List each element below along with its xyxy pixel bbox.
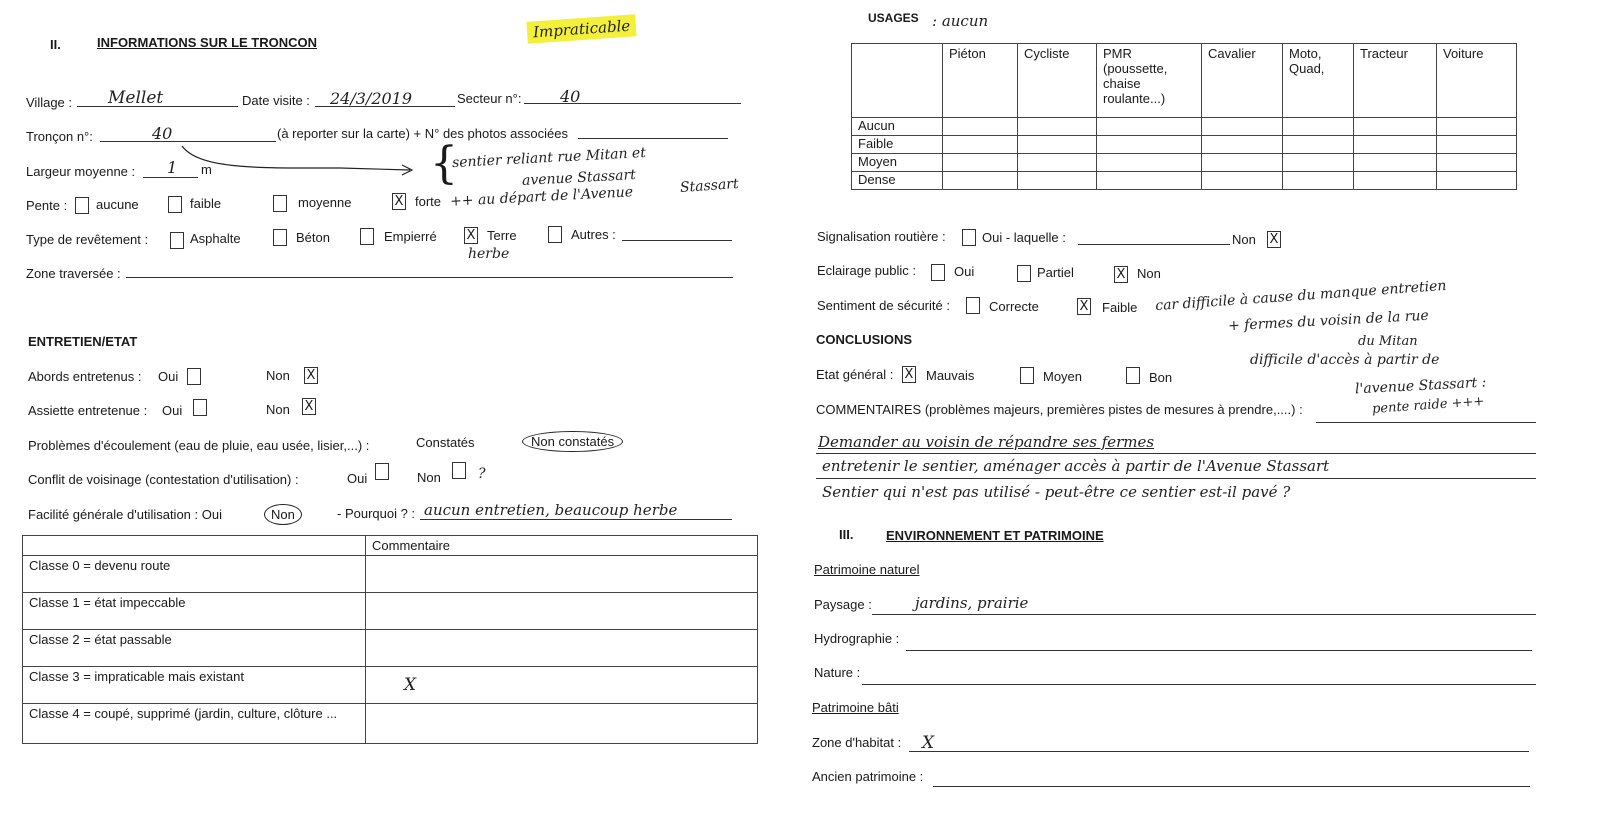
pente-aucune-label: aucune <box>96 197 139 212</box>
conflit-oui-label: Oui <box>347 471 368 486</box>
ecoulement-label: Problèmes d'écoulement (eau de pluie, eau usée, lisier,...) : <box>28 438 370 453</box>
usage-cell[interactable] <box>1018 172 1097 190</box>
ancien-label: Ancien patrimoine : <box>812 769 924 784</box>
class-label: Classe 3 = impraticable mais existant <box>23 667 366 704</box>
hydrographie-line <box>906 650 1532 651</box>
secteur-label: Secteur n°: <box>457 91 522 106</box>
usage-cell[interactable] <box>1097 118 1202 136</box>
eclairage-oui-checkbox[interactable] <box>931 264 945 281</box>
pente-moyenne-checkbox[interactable] <box>273 195 287 212</box>
usage-col: Piéton <box>943 44 1018 118</box>
usage-cell[interactable] <box>1437 154 1517 172</box>
pente-aucune-checkbox[interactable] <box>75 197 89 214</box>
section3-number: III. <box>839 527 854 542</box>
usage-cell[interactable] <box>1202 136 1283 154</box>
usage-cell[interactable] <box>1283 172 1354 190</box>
usage-col: Tracteur <box>1354 44 1437 118</box>
revetement-extra: herbe <box>468 246 510 262</box>
usages-label: USAGES <box>868 11 919 25</box>
date-label: Date visite : <box>242 93 310 108</box>
securite-note-5: l'avenue Stassart : <box>1354 374 1487 398</box>
etat-label: Etat général : <box>816 367 894 382</box>
usage-col: PMR (poussette, chaise roulante...) <box>1097 44 1202 118</box>
table-row <box>23 704 758 744</box>
table-row <box>23 593 758 630</box>
signalisation-oui-checkbox[interactable] <box>962 229 976 246</box>
table-row <box>23 556 758 593</box>
securite-label: Sentiment de sécurité : <box>817 298 950 313</box>
note-sentier-2: avenue Stassart <box>521 167 637 189</box>
usage-cell[interactable] <box>1097 172 1202 190</box>
usage-cell[interactable] <box>943 154 1018 172</box>
usage-cell[interactable] <box>1018 118 1097 136</box>
usage-cell[interactable] <box>1437 118 1517 136</box>
usage-cell[interactable] <box>1354 118 1437 136</box>
signalisation-non-label: Non <box>1232 232 1256 247</box>
terre-label: Terre <box>487 228 517 243</box>
securite-note-4: difficile d'accès à partir de <box>1250 352 1440 368</box>
facilite-label: Facilité générale d'utilisation : Oui <box>28 507 222 522</box>
usages-table <box>851 43 1517 190</box>
eclairage-label: Eclairage public : <box>817 263 916 278</box>
usage-cell[interactable] <box>1283 154 1354 172</box>
usage-cell[interactable] <box>943 136 1018 154</box>
eclairage-oui-label: Oui <box>954 264 975 279</box>
troncon-suffix: (à reporter sur la carte) + N° des photos associées <box>277 126 568 141</box>
pente-faible-checkbox[interactable] <box>168 196 182 213</box>
etat-moyen-checkbox[interactable] <box>1020 367 1034 384</box>
class-comment[interactable] <box>366 556 758 593</box>
commentaire-1[interactable]: Demander au voisin de répandre ses fermes <box>818 433 1155 451</box>
paysage-label: Paysage : <box>814 597 872 612</box>
class-comment[interactable] <box>366 593 758 630</box>
table-row <box>852 154 1517 172</box>
conflit-label: Conflit de voisinage (contestation d'utilisation) : <box>28 472 299 487</box>
conflit-oui-checkbox[interactable] <box>375 463 389 480</box>
note-sentier-3: Stassart <box>679 175 740 197</box>
asphalte-label: Asphalte <box>190 231 241 246</box>
assiette-non-label: Non <box>266 402 290 417</box>
conflit-non-checkbox[interactable] <box>452 462 466 479</box>
section-number: II. <box>50 37 61 52</box>
etat-mauvais-label: Mauvais <box>926 368 975 383</box>
usage-cell[interactable] <box>1018 154 1097 172</box>
pourquoi-label: - Pourquoi ? : <box>337 506 416 521</box>
abords-label: Abords entretenus : <box>28 369 142 384</box>
conflit-question: ? <box>478 466 486 482</box>
revetement-label: Type de revêtement : <box>26 232 149 247</box>
class-comment[interactable] <box>366 704 758 744</box>
pente-moyenne-label: moyenne <box>298 195 352 210</box>
empierre-label: Empierré <box>384 229 437 244</box>
usage-col: Cavalier <box>1202 44 1283 118</box>
autres-checkbox[interactable] <box>548 226 562 243</box>
etat-mauvais-checkbox[interactable]: X <box>902 366 916 383</box>
patrimoine-naturel-title: Patrimoine naturel <box>814 562 920 577</box>
signalisation-oui-label: Oui - laquelle : <box>982 230 1066 245</box>
usages-value: : aucun <box>932 12 989 30</box>
pente-forte-label: forte <box>415 194 442 209</box>
class-label: Classe 2 = état passable <box>23 630 366 667</box>
securite-faible-label: Faible <box>1102 300 1138 315</box>
secteur-value[interactable]: 40 <box>560 87 581 106</box>
troncon-value[interactable]: 40 <box>152 124 173 143</box>
largeur-value[interactable]: 1 <box>167 158 178 177</box>
impraticable-stamp: Impraticable <box>526 14 637 44</box>
usage-cell[interactable] <box>1283 136 1354 154</box>
conflit-non-label: Non <box>417 470 441 485</box>
usage-cell[interactable] <box>1283 118 1354 136</box>
abords-oui-checkbox[interactable] <box>187 368 201 385</box>
village-value[interactable]: Mellet <box>108 88 164 108</box>
class-comment[interactable]: X <box>366 667 758 704</box>
facilite-non[interactable]: Non <box>264 504 302 525</box>
paysage-value[interactable]: jardins, prairie <box>915 594 1029 612</box>
usage-col: Moto, Quad, <box>1283 44 1354 118</box>
abords-non-checkbox[interactable]: X <box>304 367 318 384</box>
assiette-label: Assiette entretenue : <box>28 403 148 418</box>
securite-note-6: pente raide +++ <box>1371 394 1485 417</box>
classes-header-empty <box>23 536 366 556</box>
zone-line <box>126 277 733 278</box>
classes-header-commentaire: Commentaire <box>366 536 758 556</box>
autres-label: Autres : <box>571 227 616 242</box>
photos-line <box>578 138 728 139</box>
ancien-line <box>933 786 1530 787</box>
note-sentier-1: sentier reliant rue Mitan et <box>451 144 647 172</box>
classes-table <box>22 535 758 744</box>
troncon-label: Tronçon n°: <box>26 129 93 144</box>
class-label: Classe 1 = état impeccable <box>23 593 366 630</box>
usage-row-label: Aucun <box>852 118 943 136</box>
pente-label: Pente : <box>26 198 68 213</box>
nature-line <box>862 684 1536 685</box>
pourquoi-line <box>420 519 732 520</box>
commentaire-2[interactable]: entretenir le sentier, aménager accès à partir de l'Avenue Stassart <box>822 457 1330 475</box>
usage-row-label: Moyen <box>852 154 943 172</box>
usage-row-label: Dense <box>852 172 943 190</box>
securite-faible-checkbox[interactable]: X <box>1077 298 1091 315</box>
habitat-label: Zone d'habitat : <box>812 735 902 750</box>
autres-line <box>622 240 732 241</box>
usage-cell[interactable] <box>1097 136 1202 154</box>
securite-note-3: du Mitan <box>1358 334 1418 349</box>
beton-checkbox[interactable] <box>273 229 287 246</box>
empierre-checkbox[interactable] <box>360 228 374 245</box>
zone-label: Zone traversée : <box>26 266 121 281</box>
secteur-line <box>524 103 741 104</box>
entretien-title: ENTRETIEN/ETAT <box>28 334 138 349</box>
eclairage-non-label: Non <box>1137 266 1161 281</box>
pente-forte-checkbox[interactable]: X <box>392 193 406 210</box>
securite-correcte-label: Correcte <box>989 299 1039 314</box>
usage-cell[interactable] <box>1097 154 1202 172</box>
commentaires-line-2 <box>816 478 1536 479</box>
usages-header-empty <box>852 44 943 118</box>
securite-correcte-checkbox[interactable] <box>966 297 980 314</box>
eclairage-partiel-checkbox[interactable] <box>1017 265 1031 282</box>
securite-note-1: car difficile à cause du manque entretien <box>1154 277 1447 315</box>
assiette-oui-label: Oui <box>162 403 183 418</box>
nature-label: Nature : <box>814 665 861 680</box>
commentaires-line-1 <box>816 453 1536 454</box>
village-label: Village : <box>26 95 73 110</box>
signalisation-label: Signalisation routière : <box>817 229 946 244</box>
usage-cell[interactable] <box>1018 136 1097 154</box>
usage-cell[interactable] <box>1202 172 1283 190</box>
table-row <box>23 667 758 704</box>
class-label: Classe 4 = coupé, supprimé (jardin, culture, clôture ... <box>23 704 366 744</box>
date-value[interactable]: 24/3/2019 <box>330 89 413 108</box>
etat-moyen-label: Moyen <box>1043 369 1083 384</box>
ecoulement-constates[interactable]: Constatés <box>416 435 475 450</box>
usage-col: Cycliste <box>1018 44 1097 118</box>
usage-cell[interactable] <box>1437 172 1517 190</box>
habitat-value[interactable]: X <box>922 733 935 753</box>
usage-cell[interactable] <box>1354 154 1437 172</box>
habitat-line <box>909 751 1529 752</box>
section-title: INFORMATIONS SUR LE TRONCON <box>97 35 318 50</box>
beton-label: Béton <box>296 230 330 245</box>
hydrographie-label: Hydrographie : <box>814 631 900 646</box>
terre-checkbox[interactable]: X <box>464 227 478 244</box>
ecoulement-non-constates[interactable]: Non constatés <box>522 431 623 452</box>
eclairage-non-checkbox[interactable]: X <box>1114 266 1128 283</box>
usage-cell[interactable] <box>1354 172 1437 190</box>
securite-note-2: + fermes du voisin de la rue <box>1227 307 1430 335</box>
class-label: Classe 0 = devenu route <box>23 556 366 593</box>
usage-cell[interactable] <box>1354 136 1437 154</box>
largeur-unit: m <box>201 162 212 177</box>
etat-bon-checkbox[interactable] <box>1126 367 1140 384</box>
class-comment[interactable] <box>366 630 758 667</box>
paysage-line <box>872 614 1536 615</box>
pourquoi-value[interactable]: aucun entretien, beaucoup herbe <box>424 501 678 519</box>
etat-bon-label: Bon <box>1149 370 1173 385</box>
brace-icon: { <box>430 138 458 189</box>
section3-title: ENVIRONNEMENT ET PATRIMOINE <box>886 528 1104 543</box>
commentaires-label: COMMENTAIRES (problèmes majeurs, premières pistes de mesures à prendre,....) : <box>816 402 1303 417</box>
patrimoine-bati-title: Patrimoine bâti <box>812 700 899 715</box>
pente-faible-label: faible <box>190 196 222 211</box>
pente-extra: ++ au départ de l'Avenue <box>449 184 634 210</box>
commentaires-line-0 <box>1316 422 1536 423</box>
table-row <box>852 172 1517 190</box>
usage-row-label: Faible <box>852 136 943 154</box>
commentaire-3[interactable]: Sentier qui n'est pas utilisé - peut-être ce sentier est-il pavé ? <box>822 483 1291 501</box>
usage-cell[interactable] <box>1202 118 1283 136</box>
table-row <box>852 118 1517 136</box>
usage-cell[interactable] <box>943 172 1018 190</box>
signalisation-line <box>1078 244 1230 245</box>
usage-col: Voiture <box>1437 44 1517 118</box>
usage-cell[interactable] <box>1437 136 1517 154</box>
table-row <box>852 136 1517 154</box>
assiette-non-checkbox[interactable]: X <box>302 398 316 415</box>
assiette-oui-checkbox[interactable] <box>193 399 207 416</box>
asphalte-checkbox[interactable] <box>170 232 184 249</box>
signalisation-non-checkbox[interactable]: X <box>1267 231 1281 248</box>
eclairage-partiel-label: Partiel <box>1037 265 1074 280</box>
abords-oui-label: Oui <box>158 369 179 384</box>
largeur-label: Largeur moyenne : <box>26 164 136 179</box>
usage-cell[interactable] <box>1202 154 1283 172</box>
conclusions-title: CONCLUSIONS <box>816 332 913 347</box>
arrow-icon <box>180 140 430 180</box>
table-row <box>23 630 758 667</box>
usage-cell[interactable] <box>943 118 1018 136</box>
abords-non-label: Non <box>266 368 290 383</box>
